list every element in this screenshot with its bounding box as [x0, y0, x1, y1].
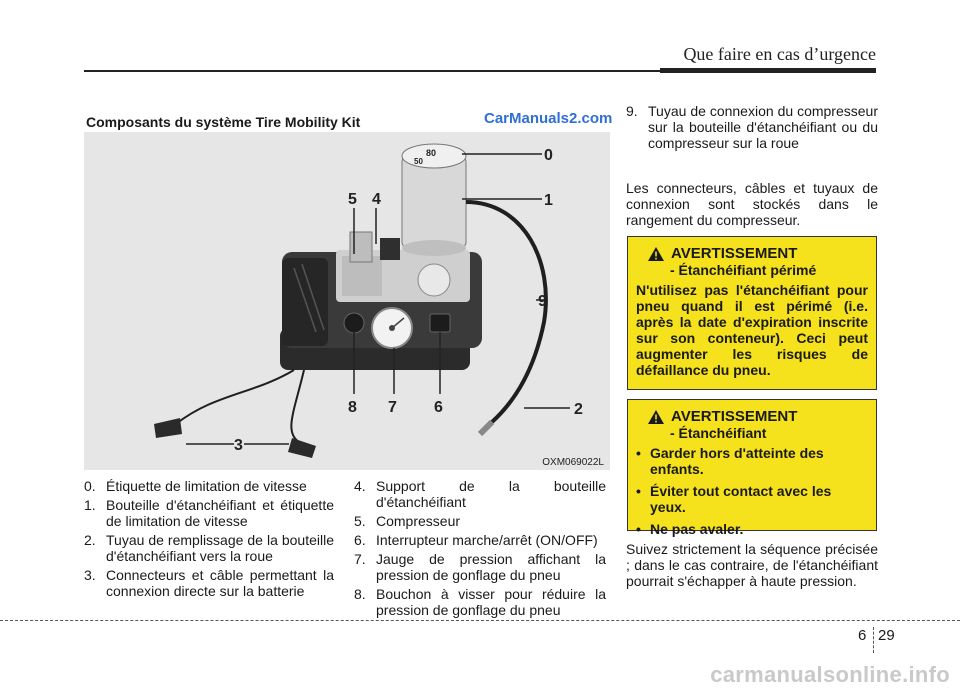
on-off-switch: [430, 314, 450, 332]
sequence-paragraph: Suivez strictement la séquence précisée ; dans le cas contraire, de l'étanchéifiant pourrait s'échapper à haute pression.: [626, 541, 878, 589]
legend-item: 9. Tuyau de connexion du compresseur sur la bouteille d'étanchéifiant ou du compresseur sur la roue: [626, 103, 878, 151]
gauge-label-80: 80: [426, 148, 437, 158]
warning-bullet: • Ne pas avaler.: [636, 521, 868, 537]
watermark-top: CarManuals2.com: [484, 110, 613, 127]
warning-box-expired: [627, 236, 877, 390]
warning-bullets: [636, 445, 868, 537]
legend-item: 7. Jauge de pression affichant la pression de gonflage du pneu: [354, 551, 606, 583]
warning-bullet: • Éviter tout contact avec les yeux.: [636, 483, 868, 515]
legend-item: 2. Tuyau de remplissage de la bouteille d'étanchéifiant vers la roue: [84, 532, 334, 564]
section-title: Composants du système Tire Mobility Kit: [86, 114, 361, 130]
warning-title: AVERTISSEMENT: [671, 245, 798, 262]
legend-item: 8. Bouchon à visser pour réduire la pression de gonflage du pneu: [354, 586, 606, 618]
warning-box-sealant: [627, 399, 877, 537]
legend-item: 5. Compresseur: [354, 513, 461, 529]
watermark-bottom: carmanualsonline.info: [710, 662, 950, 687]
header-title: Que faire en cas d’urgence: [683, 44, 876, 64]
callout-0: 0: [544, 147, 553, 164]
legend-item: 6. Interrupteur marche/arrêt (ON/OFF): [354, 532, 598, 548]
page-number: 29: [878, 627, 895, 644]
warning-title: AVERTISSEMENT: [671, 408, 798, 425]
callout-1: 1: [544, 192, 553, 209]
callout-9: 9: [538, 293, 547, 310]
warning-body: N'utilisez pas l'étanchéifiant pour pneu quand il est périmé (i.e. après la date d'expiration inscrite sur son conteneur). Ceci peut augmenter les risques de défaillance du pneu.: [636, 282, 868, 378]
battery-clamp-right: [288, 438, 316, 458]
legend-item: 3. Connecteurs et câble permettant la connexion directe sur la batterie: [84, 567, 334, 599]
battery-clamp-left: [154, 418, 182, 438]
legend-item: 4. Support de la bouteille d'étanchéifiant: [354, 478, 606, 510]
sealant-bottle: [402, 156, 466, 248]
gauge-label-50: 50: [414, 157, 423, 166]
warning-subtitle: - Étanchéifiant: [670, 425, 767, 441]
figure: [84, 132, 610, 470]
warning-bullet: • Garder hors d'atteinte des enfants.: [636, 445, 868, 477]
page-rule: [0, 620, 960, 621]
legend-item: 0. Étiquette de limitation de vitesse: [84, 478, 307, 494]
callout-5: 5: [348, 191, 357, 208]
fill-hose: [480, 422, 492, 434]
callout-3: 3: [234, 437, 243, 454]
page-chapter: 6: [858, 627, 867, 644]
legend-right: [626, 103, 878, 154]
callout-8: 8: [348, 399, 357, 416]
callout-4: 4: [372, 191, 381, 208]
callout-6: 6: [434, 399, 443, 416]
release-cap: [344, 313, 364, 333]
figure-code: OXM069022L: [542, 457, 604, 468]
storage-paragraph: Les connecteurs, câbles et tuyaux de connexion sont stockés dans le rangement du compresseur.: [626, 180, 878, 228]
header-bar: [660, 68, 876, 73]
tire-mobility-kit-illustration: [84, 132, 610, 470]
warning-subtitle: - Étanchéifiant périmé: [670, 262, 817, 278]
battery-cable: [176, 370, 294, 424]
callout-7: 7: [388, 399, 397, 416]
legend-mid: [354, 478, 606, 621]
warning-triangle-icon: [648, 247, 664, 261]
legend-left: [84, 478, 334, 602]
page-vrule: [873, 627, 874, 653]
legend-item: 1. Bouteille d'étanchéifiant et étiquette de limitation de vitesse: [84, 497, 334, 529]
callout-2: 2: [574, 401, 583, 418]
warning-triangle-icon: [648, 410, 664, 424]
